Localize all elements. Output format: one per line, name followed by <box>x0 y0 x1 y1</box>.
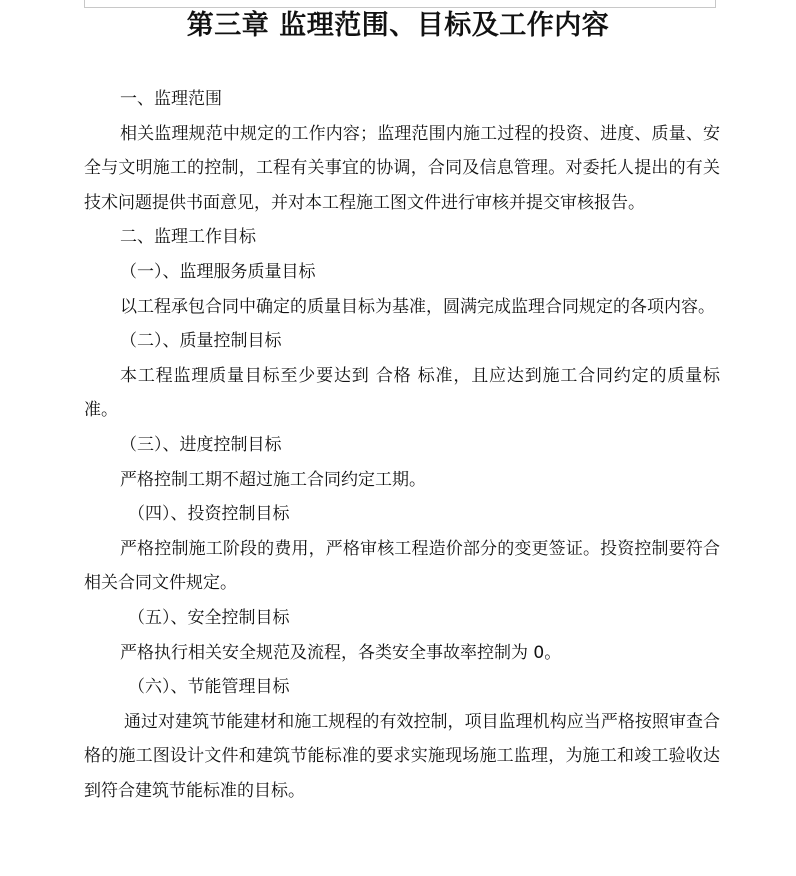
subheading-service-quality: （一）、监理服务质量目标 <box>120 261 316 282</box>
section-heading-goals: 二、监理工作目标 <box>120 227 256 248</box>
subheading-investment-control: （四）、投资控制目标 <box>128 504 290 525</box>
subheading-safety-control: （五）、安全控制目标 <box>128 607 290 628</box>
document-body <box>84 82 720 808</box>
subheading-schedule-control: （三）、进度控制目标 <box>120 434 282 455</box>
paragraph-investment-control: 严格控制施工阶段的费用，严格审核工程造价部分的变更签证。投资控制要符合相关合同文件规定。 <box>84 538 720 594</box>
paragraph-safety-control: 严格执行相关安全规范及流程，各类安全事故率控制为 0。 <box>120 642 562 663</box>
subheading-quality-control: （二）、质量控制目标 <box>120 331 282 352</box>
paragraph-energy-management: 通过对建筑节能建材和施工规程的有效控制，项目监理机构应当严格按照审查合格的施工图设计文件和建筑节能标准的要求实施现场施工监理，为施工和竣工验收达到符合建筑节能标准的目标。 <box>84 711 720 801</box>
section-heading-scope: 一、监理范围 <box>120 89 222 109</box>
paragraph-quality-control: 本工程监理质量目标至少要达到 合格 标准，且应达到施工合同约定的质量标准。 <box>84 365 720 421</box>
paragraph-schedule-control: 严格控制工期不超过施工合同约定工期。 <box>120 469 426 490</box>
paragraph-scope: 相关监理规范中规定的工作内容；监理范围内施工过程的投资、进度、质量、安全与文明施工的控制，工程有关事宜的协调，合同及信息管理。对委托人提出的有关技术问题提供书面意见，并对本工程施工图文件进行审核并提交审核报告。 <box>84 123 720 213</box>
subheading-energy-management: （六）、节能管理目标 <box>128 677 290 698</box>
paragraph-service-quality: 以工程承包合同中确定的质量目标为基准，圆满完成监理合同规定的各项内容。 <box>120 296 715 317</box>
chapter-title: 第三章 监理范围、目标及工作内容 <box>186 10 610 41</box>
